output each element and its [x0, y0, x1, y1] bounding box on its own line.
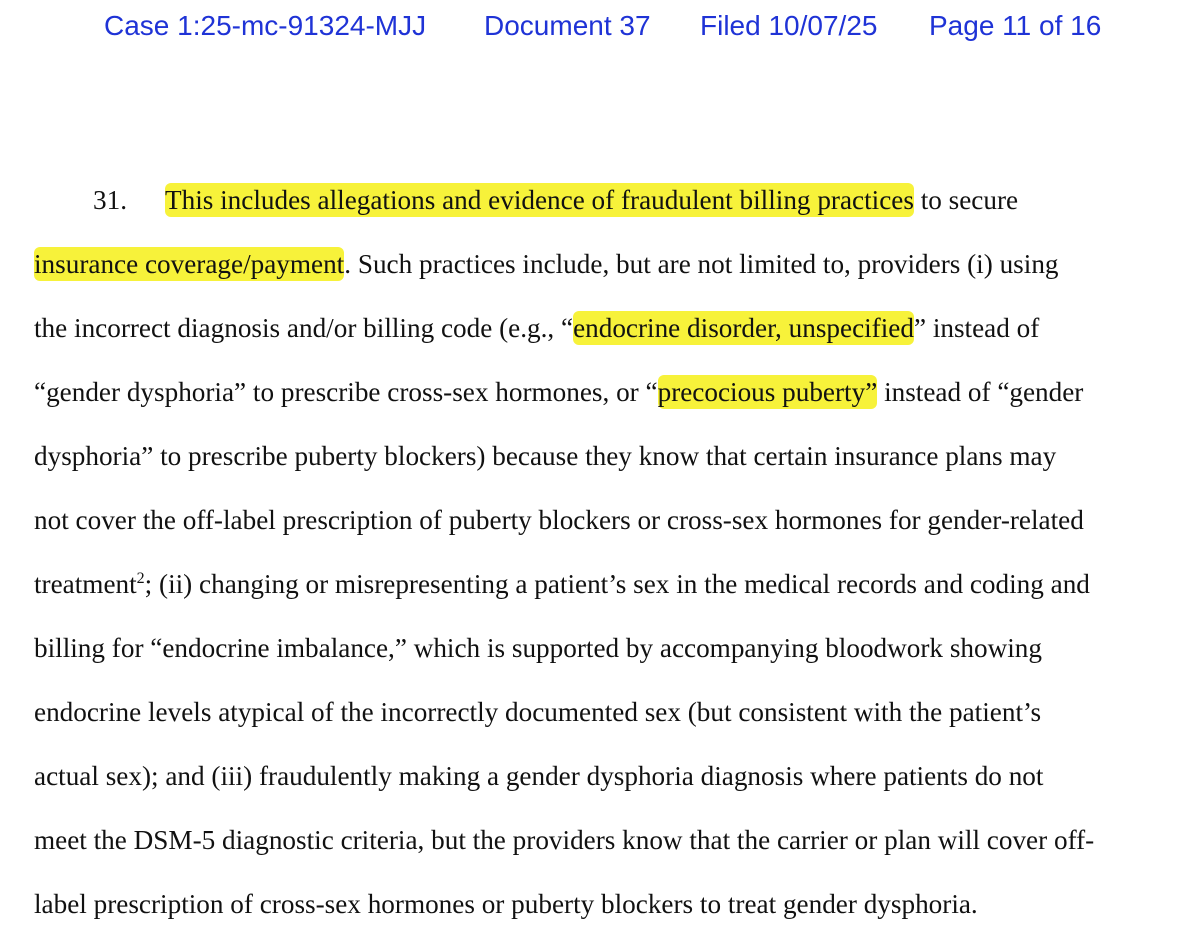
text-segment: not cover the off-label prescription of puberty blockers or cross-sex hormones for gender-related — [34, 505, 1084, 535]
paragraph-line — [34, 500, 1084, 540]
text-segment: to secure — [913, 185, 1019, 215]
paragraph-number: 31. — [93, 185, 127, 215]
paragraph-line — [34, 692, 1041, 732]
highlighted-text: This includes allegations and evidence of fraudulent billing practices — [165, 185, 914, 215]
text-segment: endocrine levels atypical of the incorrectly documented sex (but consistent with the patient’s — [34, 697, 1042, 727]
paragraph-line — [34, 372, 1083, 412]
document-number: Document 37 — [484, 10, 651, 41]
text-segment: ” instead of — [913, 313, 1040, 343]
text-segment: instead of “gender — [877, 377, 1084, 407]
highlighted-text: precocious puberty” — [657, 377, 878, 407]
footnote-reference: 2 — [136, 570, 145, 587]
paragraph-line — [34, 308, 1039, 348]
text-segment: billing for “endocrine imbalance,” which is supported by accompanying bloodwork showing — [34, 633, 1042, 663]
text-segment: “gender dysphoria” to prescribe cross-sex hormones, or “ — [34, 377, 658, 407]
case-number: Case 1:25-mc-91324-MJJ — [104, 10, 427, 41]
text-segment: ; (ii) changing or misrepresenting a patient’s sex in the medical records and coding and — [144, 569, 1090, 599]
paragraph-line — [34, 564, 1090, 604]
text-segment: meet the DSM-5 diagnostic criteria, but the providers know that the carrier or plan will cover off- — [34, 825, 1095, 855]
paragraph-line — [165, 180, 1018, 220]
page-indicator: Page 11 of 16 — [929, 10, 1102, 41]
paragraph-line — [34, 820, 1094, 860]
text-segment: the incorrect diagnosis and/or billing code (e.g., “ — [34, 313, 574, 343]
highlighted-text: endocrine disorder, unspecified — [573, 313, 914, 343]
paragraph-line — [34, 756, 1043, 796]
highlighted-text: insurance coverage/payment — [34, 249, 345, 279]
paragraph-line — [34, 436, 1056, 476]
filed-date: Filed 10/07/25 — [700, 10, 878, 41]
text-segment: . Such practices include, but are not limited to, providers (i) using — [344, 249, 1059, 279]
text-segment: actual sex); and (iii) fraudulently making a gender dysphoria diagnosis where patients do not — [34, 761, 1044, 791]
paragraph-line — [34, 628, 1042, 668]
court-filing-header — [0, 6, 1200, 46]
text-segment: dysphoria” to prescribe puberty blockers) because they know that certain insurance plans may — [34, 441, 1057, 471]
paragraph-line — [34, 244, 1059, 284]
text-segment: label prescription of cross-sex hormones or puberty blockers to treat gender dysphoria. — [34, 889, 978, 919]
paragraph-line — [34, 884, 978, 924]
text-segment: treatment — [34, 569, 137, 599]
